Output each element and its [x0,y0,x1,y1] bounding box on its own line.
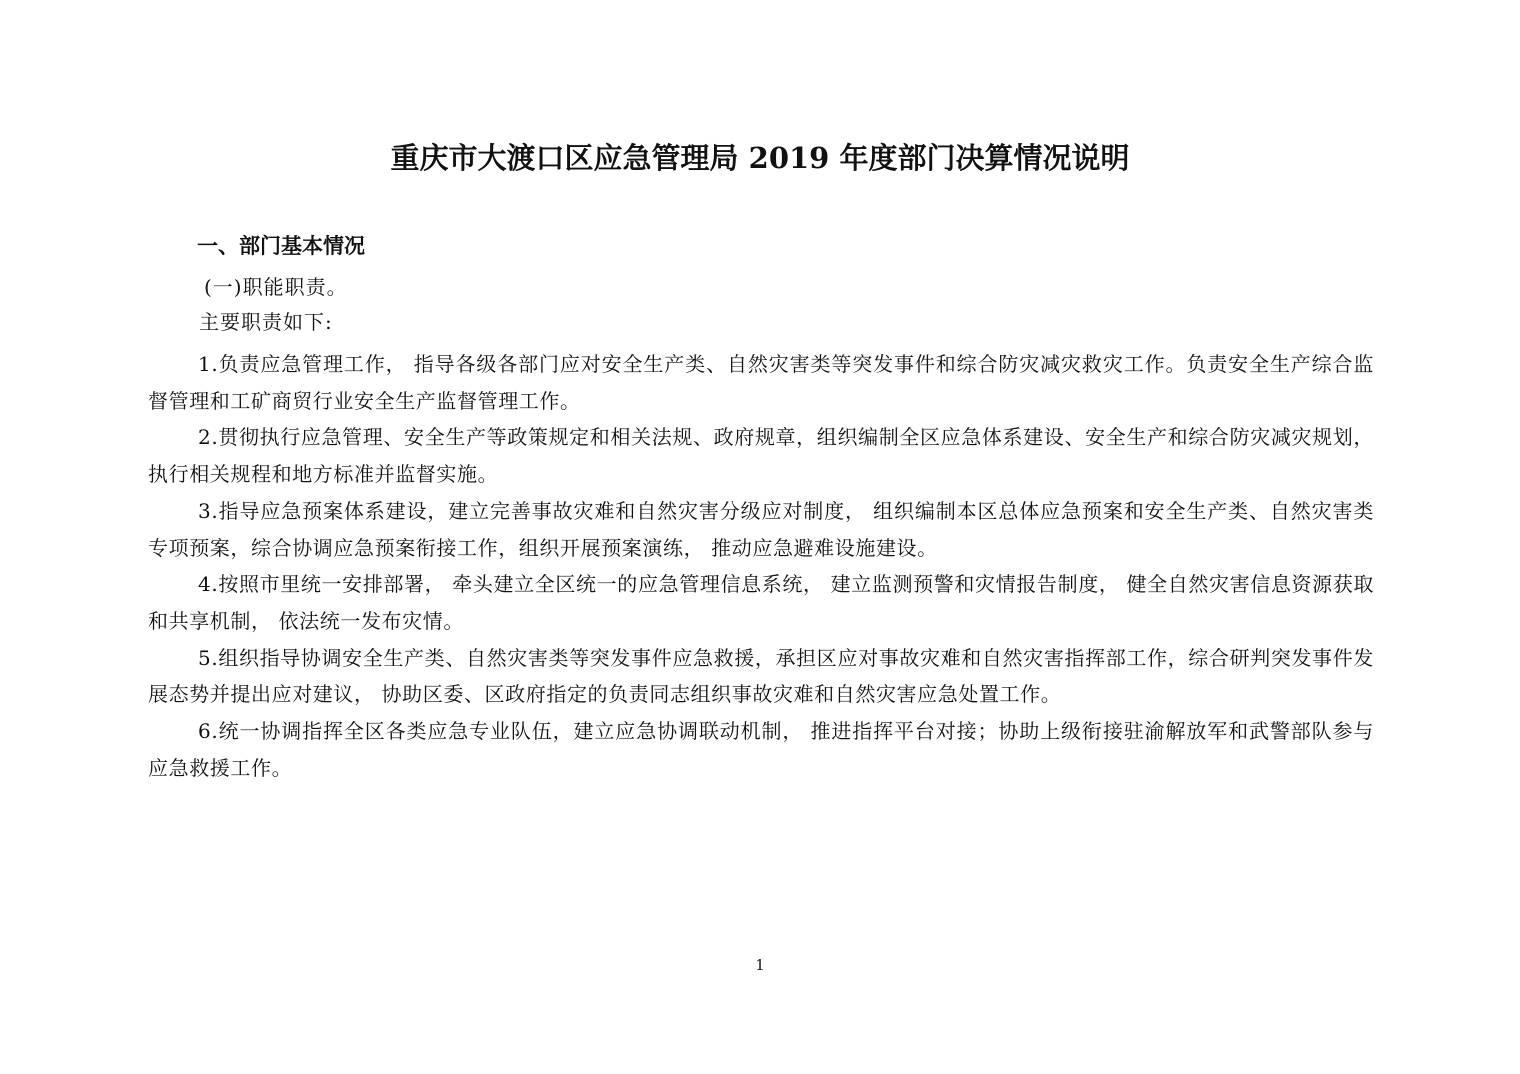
duties-list [148,346,1374,786]
document-title: 重庆市大渡口区应急管理局 2019 年度部门决算情况说明 [390,141,1130,175]
duty-paragraph-2: 2.贯彻执行应急管理、安全生产等政策规定和相关法规、政府规章，组织编制全区应急体系建设、安全生产和综合防灾减灾规划，执行相关规程和地方标准并监督实施。 [148,425,1374,487]
duty-paragraph-6: 6.统一协调指挥全区各类应急专业队伍，建立应急协调联动机制， 推进指挥平台对接；协助上级衔接驻渝解放军和武警部队参与应急救援工作。 [148,719,1374,780]
duty-paragraph-1: 1.负责应急管理工作， 指导各级各部门应对安全生产类、自然灾害类等突发事件和综合防灾减灾救灾工作。负责安全生产综合监督管理和工矿商贸行业安全生产监督管理工作。 [148,352,1374,413]
duty-paragraph-5: 5.组织指导协调安全生产类、自然灾害类等突发事件应急救援，承担区应对事故灾难和自然灾害指挥部工作，综合研判突发事件发展态势并提出应对建议， 协助区委、区政府指定的负责同志组织事故灾难和自然灾害应急处置工作。 [148,645,1374,707]
section-heading: 一、部门基本情况 [197,234,365,258]
intro-text: 主要职责如下: [199,310,333,334]
page-number: 1 [755,956,765,974]
subsection-heading: (一)职能职责。 [204,275,348,299]
duty-paragraph-3: 3.指导应急预案体系建设，建立完善事故灾难和自然灾害分级应对制度， 组织编制本区总体应急预案和安全生产类、自然灾害类专项预案，综合协调应急预案衔接工作，组织开展预案演练， 推动应急避难设施建设。 [148,498,1374,560]
duty-paragraph-4: 4.按照市里统一安排部署， 牵头建立全区统一的应急管理信息系统， 建立监测预警和灾情报告制度， 健全自然灾害信息资源获取和共享机制， 依法统一发布灾情。 [148,572,1374,633]
